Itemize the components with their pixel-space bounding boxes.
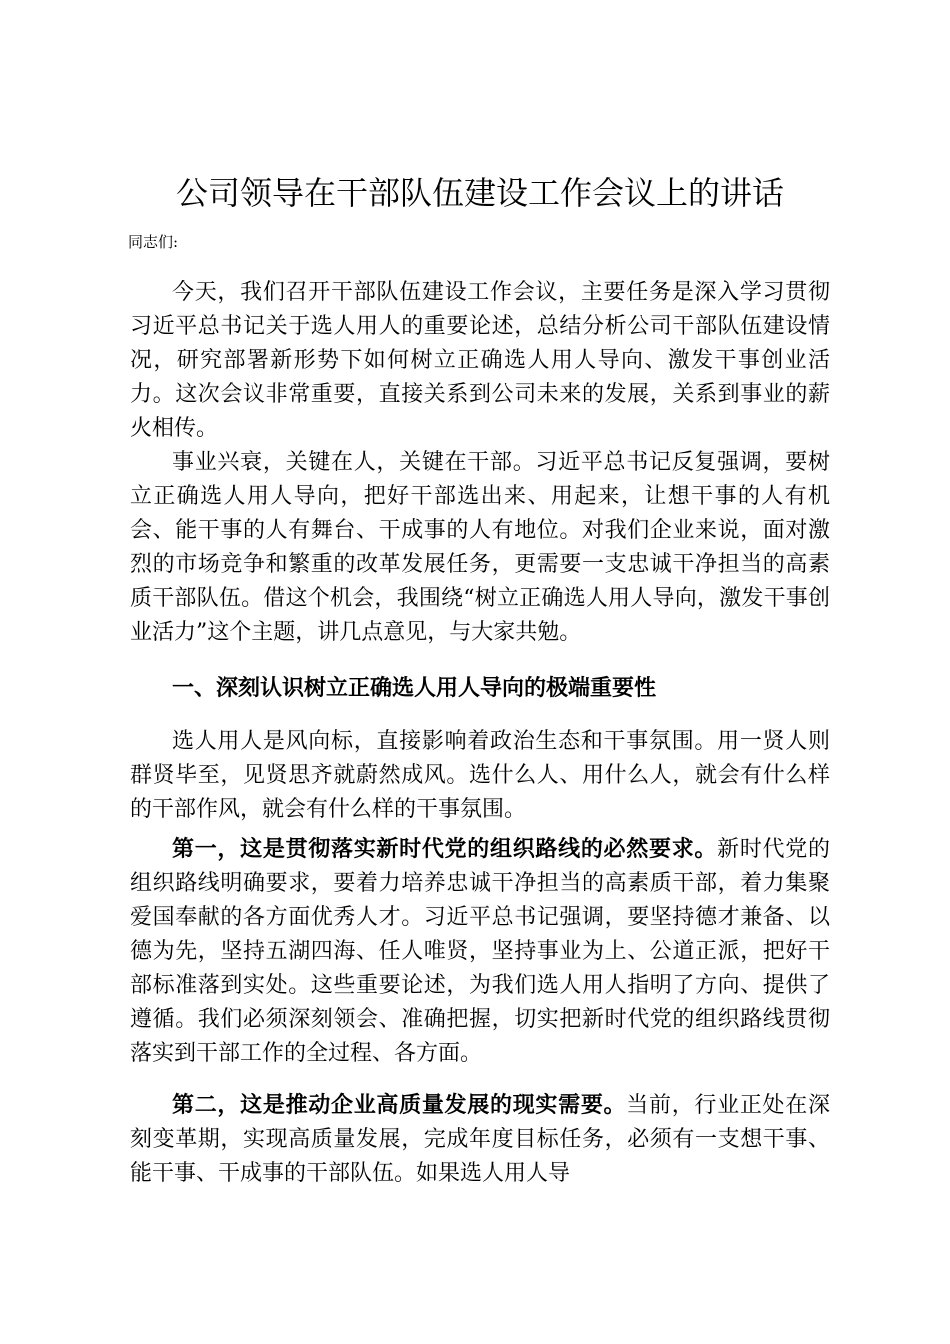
document-title: 公司领导在干部队伍建设工作会议上的讲话 xyxy=(175,174,784,212)
point-body-first: 新时代党的组织路线明确要求，要着力培养忠诚干净担当的高素质干部，着力集聚爱国奉献的各方面优秀人才。习近平总书记强调，要坚持德才兼备、以德为先，坚持五湖四海、任人唯贤，坚持事业为上、公道正派，把好干部标准落到实处。这些重要论述，为我们选人用人指明了方向、提供了遵循。我们必须深刻领会、准确把握，切实把新时代党的组织路线贯彻落实到干部工作的全过程、各方面。 xyxy=(130,837,830,1066)
point-lead-second: 第二，这是推动企业高质量发展的现实需要。 xyxy=(172,1092,627,1118)
point-paragraph-second xyxy=(130,1088,830,1191)
point-body-second: 当前，行业正处在深刻变革期，实现高质量发展，完成年度目标任务，必须有一支想干事、能干事、干成事的干部队伍。如果选人用人导 xyxy=(130,1093,830,1186)
section-intro-paragraph: 选人用人是风向标，直接影响着政治生态和干事氛围。用一贤人则群贤毕至，见贤思齐就蔚然成风。选什么人、用什么人，就会有什么样的干部作风，就会有什么样的干事氛围。 xyxy=(130,729,830,822)
opening-paragraph: 今天，我们召开干部队伍建设工作会议，主要任务是深入学习贯彻习近平总书记关于选人用人的重要论述，总结分析公司干部队伍建设情况，研究部署新形势下如何树立正确选人用人导向、激发干事创业活力。这次会议非常重要，直接关系到公司未来的发展，关系到事业的薪火相传。 xyxy=(130,280,830,441)
context-paragraph: 事业兴衰，关键在人，关键在干部。习近平总书记反复强调，要树立正确选人用人导向，把好干部选出来、用起来，让想干事的人有机会、能干事的人有舞台、干成事的人有地位。对我们企业来说，面对激烈的市场竞争和繁重的改革发展任务，更需要一支忠诚干净担当的高素质干部队伍。借这个机会，我围绕“树立正确选人用人导向，激发干事创业活力”这个主题，讲几点意见，与大家共勉。 xyxy=(130,450,830,645)
point-paragraph-first xyxy=(130,832,830,1071)
point-lead-first: 第一，这是贯彻落实新时代党的组织路线的必然要求。 xyxy=(172,836,718,862)
salutation: 同志们: xyxy=(128,233,179,251)
section-heading: 一、深刻认识树立正确选人用人导向的极端重要性 xyxy=(172,675,657,701)
